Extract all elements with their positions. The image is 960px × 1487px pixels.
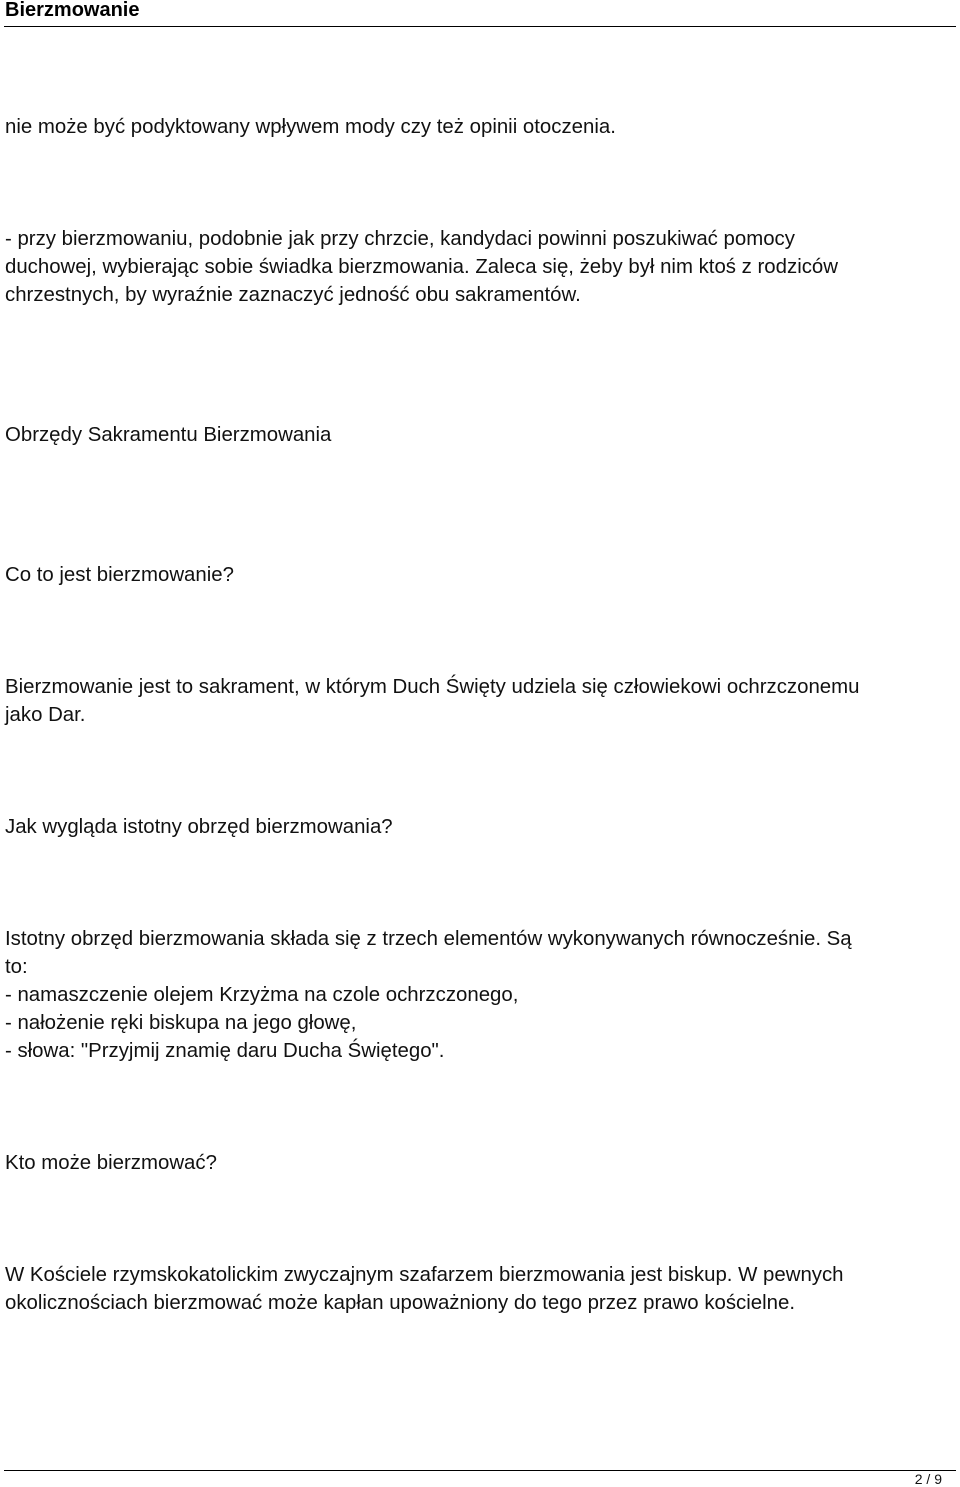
text-line: okolicznościach bierzmować może kapłan upoważniony do tego przez prawo kościelne.	[5, 1292, 795, 1314]
list-item: - nałożenie ręki biskupa na jego głowę,	[5, 1012, 357, 1034]
text-line: - przy bierzmowaniu, podobnie jak przy chrzcie, kandydaci powinni poszukiwać pomocy	[5, 228, 795, 250]
page-number: 2 / 9	[914, 1471, 942, 1487]
page-footer-rule	[4, 1470, 956, 1471]
document-title: Bierzmowanie	[5, 0, 140, 21]
text-line: nie może być podyktowany wpływem mody czy też opinii otoczenia.	[5, 116, 616, 138]
text-line: chrzestnych, by wyraźnie zaznaczyć jedność obu sakramentów.	[5, 284, 581, 306]
section-heading: Obrzędy Sakramentu Bierzmowania	[5, 424, 332, 446]
page-header	[4, 0, 956, 27]
text-line: Istotny obrzęd bierzmowania składa się z trzech elementów wykonywanych równocześnie. Są	[5, 928, 852, 950]
list-item: - słowa: "Przyjmij znamię daru Ducha Świętego".	[5, 1040, 445, 1062]
text-line: duchowej, wybierając sobie świadka bierzmowania. Zaleca się, żeby był nim ktoś z rodziców	[5, 256, 838, 278]
text-line: to:	[5, 956, 28, 978]
question-heading: Kto może bierzmować?	[5, 1152, 217, 1174]
text-line: Bierzmowanie jest to sakrament, w którym Duch Święty udziela się człowiekowi ochrzczonemu	[5, 676, 860, 698]
question-heading: Jak wygląda istotny obrzęd bierzmowania?	[5, 816, 393, 838]
question-heading: Co to jest bierzmowanie?	[5, 564, 234, 586]
text-line: W Kościele rzymskokatolickim zwyczajnym szafarzem bierzmowania jest biskup. W pewnych	[5, 1264, 844, 1286]
text-line: jako Dar.	[5, 704, 86, 726]
list-item: - namaszczenie olejem Krzyżma na czole ochrzczonego,	[5, 984, 519, 1006]
